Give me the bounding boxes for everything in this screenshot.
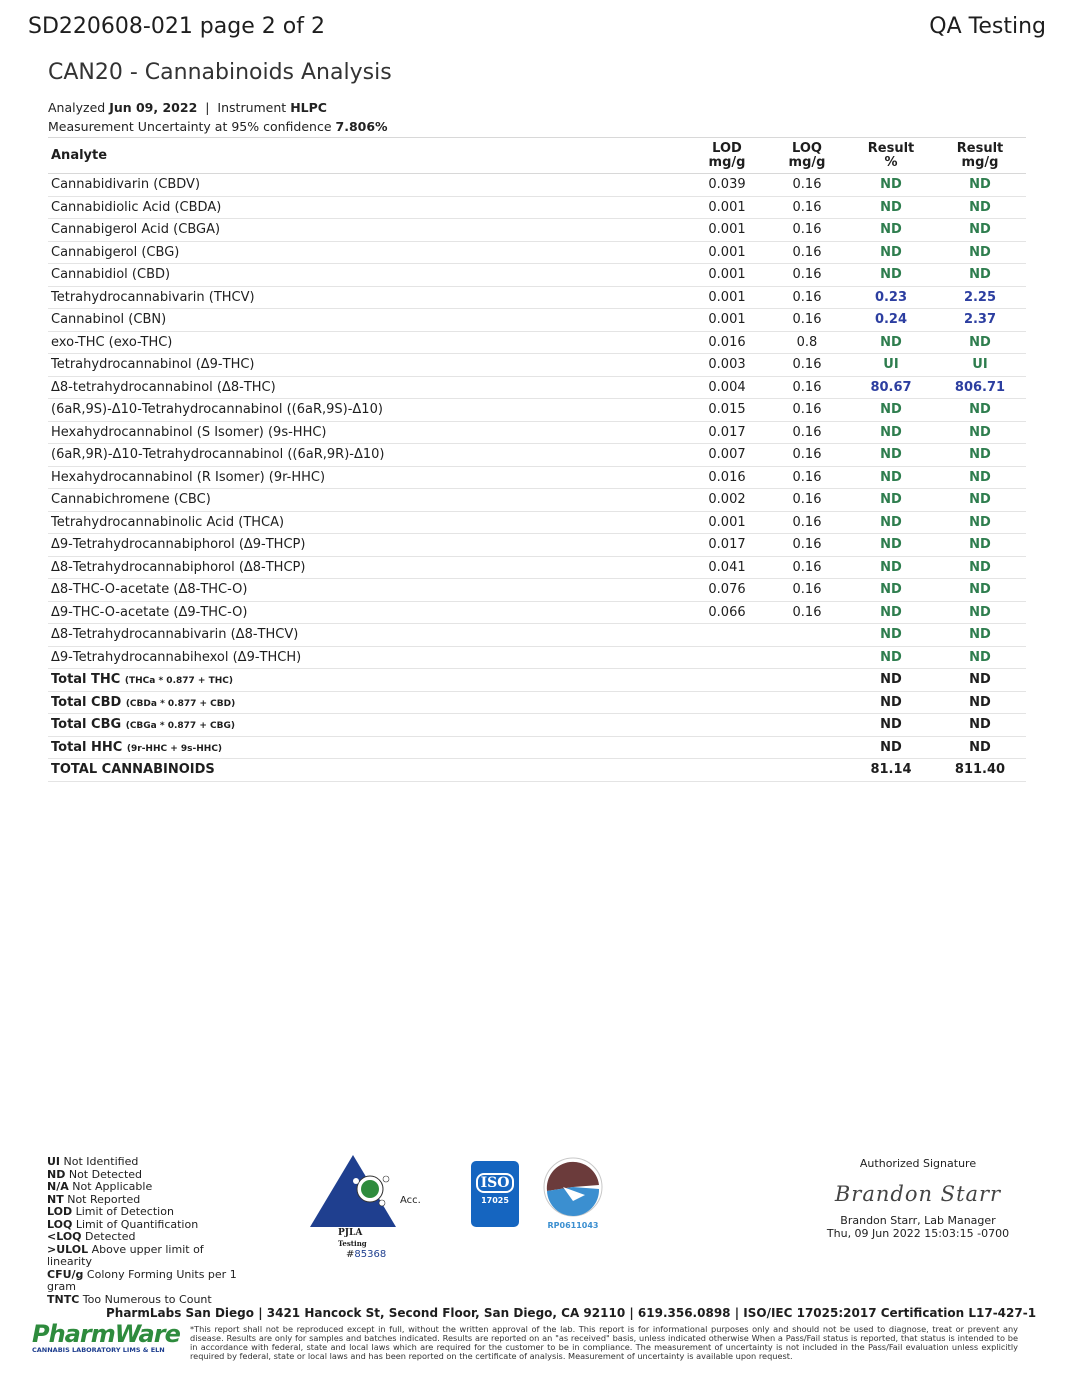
loq-cell: 0.16 [766,534,848,557]
pjla-hash: # [346,1249,355,1260]
analyte-cell: Δ8-THC-O-acetate (Δ8-THC-O) [48,579,688,602]
pjla-number-line [346,1249,386,1260]
loq-cell: 0.16 [766,489,848,512]
legend-abbr: TNTC [47,1292,80,1306]
total-formula: (9r-HHC + 9s-HHC) [126,743,223,754]
result-pct-cell: ND [848,669,934,692]
iso-text: ISO [476,1173,514,1193]
loq-cell: 0.16 [766,354,848,377]
result-mg-cell: ND [934,466,1026,489]
total-label-cell [48,669,688,692]
lod-cell: 0.076 [688,579,766,602]
legend-abbr: NT [47,1192,64,1206]
result-mg-cell: UI [934,354,1026,377]
analyte-cell: (6aR,9S)-Δ10-Tetrahydrocannabinol ((6aR,9S)-Δ10) [48,399,688,422]
lod-cell: 0.017 [688,534,766,557]
instrument-value: HLPC [290,100,327,115]
loq-cell: 0.16 [766,601,848,624]
legend-item [47,1244,252,1269]
lod-cell [688,714,766,737]
legend-text: Limit of Detection [75,1205,174,1218]
loq-cell: 0.16 [766,399,848,422]
disclaimer-text: *This report shall not be reproduced except in full, without the written approval of the lab. This report is for informational purposes only and should not be used to diagnose, treat or prevent any disease. Results are only for samples and batches indicated. Results are reported on an "as received" basis, unless indicated otherwise When a Pass/Fail status is reported, that status is intended to be in accordance with federal, state and local laws which are required for the customer to be in compliance. The measurement of uncertainty is not included in the Pass/Fail evaluation unless explicitly required by federal, state or local laws and has been reported on the certificate of analysis. Measurement of uncertainty is available upon request. [190,1324,1018,1361]
lod-cell [688,691,766,714]
loq-cell: 0.16 [766,286,848,309]
table-row [48,219,1026,242]
result-mg-cell: 2.37 [934,309,1026,332]
result-pct-cell: ND [848,534,934,557]
table-row [48,646,1026,669]
result-mg-cell: ND [934,196,1026,219]
analyte-cell: Cannabidiol (CBD) [48,264,688,287]
analyte-cell: Tetrahydrocannabivarin (THCV) [48,286,688,309]
lod-cell [688,736,766,759]
section-title: CAN20 - Cannabinoids Analysis [48,60,392,85]
table-row [48,556,1026,579]
result-pct-cell: ND [848,196,934,219]
table-row [48,421,1026,444]
result-pct-cell: ND [848,219,934,242]
lod-cell [688,624,766,647]
legend-text: Limit of Quantification [75,1217,199,1231]
table-header-row [48,138,1026,174]
table-row [48,466,1026,489]
legend-text: Detected [85,1230,136,1243]
analyte-cell: Cannabigerol (CBG) [48,241,688,264]
dea-seal [538,1157,608,1237]
result-pct-cell: ND [848,489,934,512]
dea-number: RP0611043 [547,1221,599,1230]
result-mg-cell: ND [934,669,1026,692]
legend-abbr: LOQ [47,1217,73,1231]
result-pct-cell: 80.67 [848,376,934,399]
analyte-cell: Cannabidiolic Acid (CBDA) [48,196,688,219]
table-row [48,399,1026,422]
legend-abbr: >ULOL [47,1242,89,1256]
total-row [48,736,1026,759]
analyte-cell: Δ9-THC-O-acetate (Δ9-THC-O) [48,601,688,624]
result-mg-cell: ND [934,556,1026,579]
legend-abbr: CFU/g [47,1267,84,1281]
result-mg-cell: ND [934,646,1026,669]
header-loq: LOQ mg/g [766,138,848,174]
result-pct-cell: ND [848,264,934,287]
result-pct-cell: ND [848,241,934,264]
loq-cell: 0.16 [766,219,848,242]
table-row [48,196,1026,219]
table-row [48,241,1026,264]
loq-cell [766,669,848,692]
table-row [48,511,1026,534]
cannabinoids-table [48,137,1026,782]
table-row [48,174,1026,197]
legend-abbr: <LOQ [47,1230,82,1243]
lod-cell: 0.001 [688,309,766,332]
lod-cell: 0.002 [688,489,766,512]
total-formula: (CBGa * 0.877 + CBG) [125,721,235,732]
loq-cell: 0.16 [766,579,848,602]
loq-cell: 0.16 [766,466,848,489]
analyte-cell: Δ8-Tetrahydrocannabiphorol (Δ8-THCP) [48,556,688,579]
table-row [48,286,1026,309]
total-row [48,691,1026,714]
result-mg-cell: ND [934,534,1026,557]
lod-cell: 0.066 [688,601,766,624]
result-mg-cell: ND [934,511,1026,534]
lab-title: QA Testing [929,14,1046,39]
loq-cell: 0.16 [766,264,848,287]
lab-address-line: PharmLabs San Diego | 3421 Hancock St, Second Floor, San Diego, CA 92110 | 619.356.0898 | ISO/IEC 17025:2017 Certification L17-427-1 [106,1306,1037,1320]
loq-cell [766,759,848,782]
iso-number: 17025 [481,1196,509,1205]
lod-cell: 0.001 [688,264,766,287]
result-mg-cell: ND [934,241,1026,264]
analyte-cell: Cannabinol (CBN) [48,309,688,332]
table-row [48,489,1026,512]
result-mg-cell: ND [934,624,1026,647]
loq-cell [766,736,848,759]
lod-cell: 0.001 [688,219,766,242]
table-row [48,354,1026,377]
loq-cell [766,624,848,647]
legend-text: Not Applicable [72,1180,153,1193]
abbreviation-legend [47,1156,252,1306]
signature-datetime: Thu, 09 Jun 2022 15:03:15 -0700 [826,1227,1010,1240]
total-label: Total CBG [51,717,122,733]
pjla-accreditation-logo [308,1153,428,1265]
result-pct-cell: ND [848,331,934,354]
pjla-triangle-icon [308,1153,398,1229]
pjla-acc-label: Acc. [400,1195,421,1206]
legend-text: Not Identified [63,1155,139,1168]
result-mg-cell: ND [934,421,1026,444]
result-pct-cell: 0.23 [848,286,934,309]
pjla-number: 85368 [354,1249,387,1260]
lod-cell: 0.001 [688,286,766,309]
lod-cell: 0.004 [688,376,766,399]
uncertainty-value: 7.806% [335,119,388,134]
legend-abbr: N/A [47,1180,69,1193]
analyzed-label: Analyzed [48,100,106,115]
instrument-label: Instrument [217,100,287,115]
table-row [48,444,1026,467]
result-mg-cell: ND [934,399,1026,422]
table-row [48,264,1026,287]
lod-cell: 0.016 [688,466,766,489]
signature-block [808,1157,1028,1240]
pharmware-logo-sub: CANNABIS LABORATORY LIMS & ELN [32,1346,165,1354]
result-mg-cell: ND [934,444,1026,467]
lod-cell [688,646,766,669]
header-result-pct: Result % [848,138,934,174]
table-row [48,534,1026,557]
legend-text: Colony Forming Units per 1 gram [47,1267,237,1293]
analyte-cell: Tetrahydrocannabinol (Δ9-THC) [48,354,688,377]
analyte-cell: Cannabichromene (CBC) [48,489,688,512]
legend-abbr: LOD [47,1205,73,1218]
table-row [48,331,1026,354]
loq-cell: 0.16 [766,511,848,534]
total-label-cell [48,759,688,782]
lod-cell [688,759,766,782]
handwritten-signature: Brandon Starr [834,1182,1002,1206]
total-label-cell [48,736,688,759]
total-label: Total CBD [51,694,122,710]
total-label-cell [48,714,688,737]
legend-text: Not Detected [68,1167,143,1181]
result-mg-cell: ND [934,264,1026,287]
result-pct-cell: UI [848,354,934,377]
lod-cell: 0.007 [688,444,766,467]
result-pct-cell: 0.24 [848,309,934,332]
uncertainty-label: Measurement Uncertainty at 95% confidence [48,119,332,134]
lod-cell: 0.039 [688,174,766,197]
result-mg-cell: ND [934,601,1026,624]
table-row [48,309,1026,332]
result-mg-cell: ND [934,714,1026,737]
total-formula: (THCa * 0.877 + THC) [124,676,233,687]
analyte-cell: Cannabidivarin (CBDV) [48,174,688,197]
legend-abbr: ND [47,1167,66,1181]
result-pct-cell: ND [848,444,934,467]
result-pct-cell: ND [848,421,934,444]
loq-cell: 0.16 [766,196,848,219]
loq-cell: 0.8 [766,331,848,354]
total-formula: (CBDa * 0.877 + CBD) [125,698,236,709]
total-row [48,714,1026,737]
legend-item [47,1294,252,1307]
loq-cell: 0.16 [766,174,848,197]
header-result-mg: Result mg/g [934,138,1026,174]
header-lod: LOD mg/g [688,138,766,174]
result-pct-cell: ND [848,556,934,579]
table-row [48,601,1026,624]
result-mg-cell: ND [934,736,1026,759]
result-pct-cell: ND [848,511,934,534]
analyzed-date: Jun 09, 2022 [109,100,198,115]
lod-cell: 0.001 [688,196,766,219]
result-pct-cell: ND [848,601,934,624]
result-mg-cell: ND [934,219,1026,242]
lod-cell: 0.016 [688,331,766,354]
lod-cell: 0.017 [688,421,766,444]
result-pct-cell: ND [848,466,934,489]
table-row [48,624,1026,647]
pjla-name: PJLA [338,1228,363,1238]
analyte-cell: Δ9-Tetrahydrocannabiphorol (Δ9-THCP) [48,534,688,557]
lod-cell: 0.041 [688,556,766,579]
analyte-cell: Hexahydrocannabinol (R Isomer) (9r-HHC) [48,466,688,489]
lod-cell: 0.003 [688,354,766,377]
result-pct-cell: ND [848,399,934,422]
analyte-cell: Tetrahydrocannabinolic Acid (THCA) [48,511,688,534]
loq-cell [766,691,848,714]
analyte-cell: exo-THC (exo-THC) [48,331,688,354]
lod-cell: 0.001 [688,241,766,264]
iso-17025-badge [471,1161,519,1227]
total-row [48,759,1026,782]
loq-cell: 0.16 [766,309,848,332]
legend-text: Not Reported [67,1192,141,1206]
dea-seal-icon [543,1157,603,1217]
result-mg-cell: 811.40 [934,759,1026,782]
analyte-cell: Δ8-Tetrahydrocannabivarin (Δ8-THCV) [48,624,688,647]
lod-cell: 0.015 [688,399,766,422]
result-mg-cell: ND [934,489,1026,512]
result-pct-cell: ND [848,691,934,714]
uncertainty-line [48,119,388,134]
result-pct-cell: ND [848,579,934,602]
document-id: SD220608-021 page 2 of 2 [28,14,325,39]
table-row [48,579,1026,602]
result-mg-cell: ND [934,174,1026,197]
loq-cell: 0.16 [766,421,848,444]
result-pct-cell: ND [848,624,934,647]
loq-cell [766,714,848,737]
pjla-sub: Testing [338,1239,367,1248]
result-pct-cell: 81.14 [848,759,934,782]
analyte-cell: Δ9-Tetrahydrocannabihexol (Δ9-THCH) [48,646,688,669]
result-mg-cell: 2.25 [934,286,1026,309]
loq-cell: 0.16 [766,444,848,467]
pharmware-logo [32,1320,180,1354]
lod-cell [688,669,766,692]
total-label: TOTAL CANNABINOIDS [51,762,215,778]
signature-label: Authorized Signature [859,1157,977,1170]
lod-cell: 0.001 [688,511,766,534]
loq-cell: 0.16 [766,376,848,399]
total-label: Total HHC [51,739,123,755]
analyte-cell: Cannabigerol Acid (CBGA) [48,219,688,242]
total-row [48,669,1026,692]
meta-separator: | [201,100,214,115]
result-pct-cell: ND [848,174,934,197]
legend-text: Too Numerous to Count [82,1292,212,1306]
total-label-cell [48,691,688,714]
result-mg-cell: ND [934,691,1026,714]
table-row [48,376,1026,399]
analyte-cell: (6aR,9R)-Δ10-Tetrahydrocannabinol ((6aR,9R)-Δ10) [48,444,688,467]
header-analyte: Analyte [48,138,688,174]
result-mg-cell: ND [934,579,1026,602]
result-mg-cell: ND [934,331,1026,354]
loq-cell: 0.16 [766,241,848,264]
legend-text: Above upper limit of linearity [47,1242,204,1268]
total-label: Total THC [51,672,121,688]
analyte-cell: Hexahydrocannabinol (S Isomer) (9s-HHC) [48,421,688,444]
legend-abbr: UI [47,1155,61,1168]
loq-cell [766,646,848,669]
result-pct-cell: ND [848,646,934,669]
loq-cell: 0.16 [766,556,848,579]
analysis-meta-line [48,100,327,115]
pharmware-logo-text: PharmWare [32,1320,180,1348]
legend-item [47,1269,252,1294]
result-mg-cell: 806.71 [934,376,1026,399]
result-pct-cell: ND [848,736,934,759]
signer-name-title: Brandon Starr, Lab Manager [840,1214,996,1227]
analyte-cell: Δ8-tetrahydrocannabinol (Δ8-THC) [48,376,688,399]
result-pct-cell: ND [848,714,934,737]
